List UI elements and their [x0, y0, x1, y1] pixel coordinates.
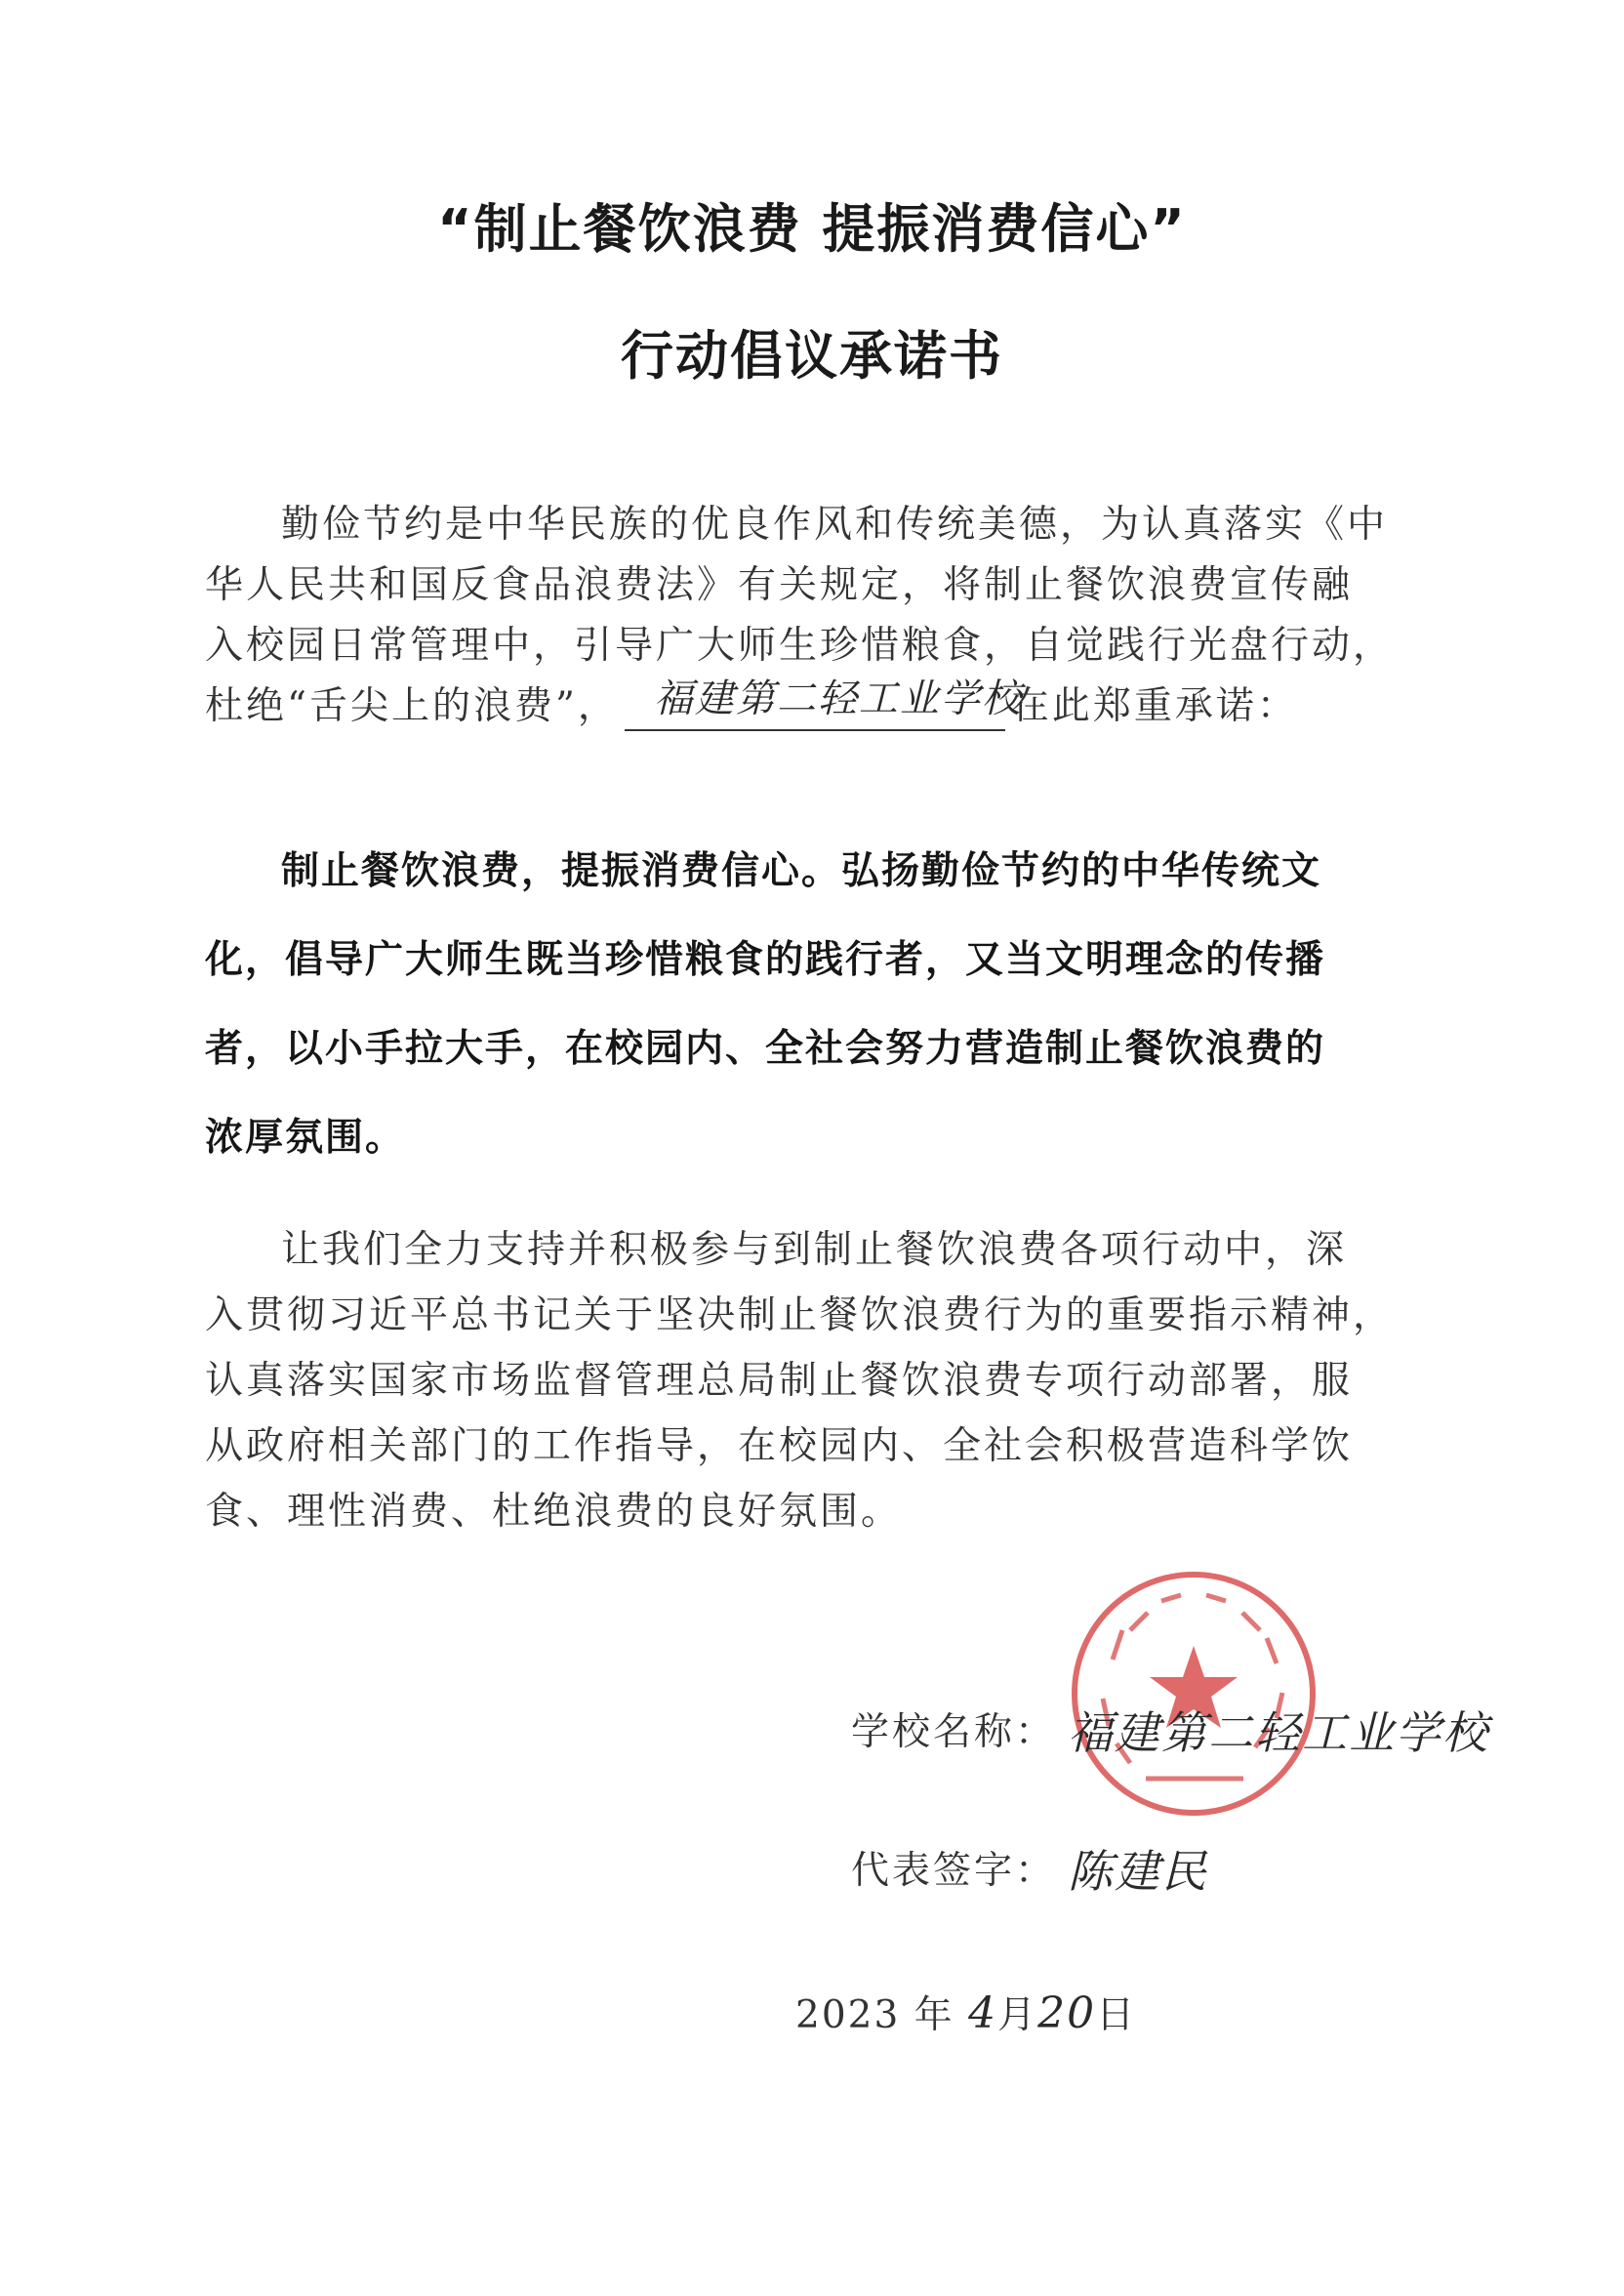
document-date: [795, 1980, 1136, 2048]
paragraph-text: 在此郑重承诺：: [1010, 684, 1298, 728]
handwritten-school-name-signature: 福建第二轻工业学校: [1068, 1706, 1490, 1759]
official-seal-stamp: [1052, 1562, 1335, 1825]
paragraph-line: 华人民共和国反食品浪费法》有关规定，将制止餐饮浪费宣传融: [205, 563, 1354, 607]
paragraph-line-with-blank: [205, 675, 1298, 739]
paragraph-line: 化，倡导广大师生既当珍惜粮食的践行者，又当文明理念的传播: [205, 938, 1326, 982]
date-day-unit: 日: [1096, 1993, 1137, 2037]
paragraph-line: 从政府相关部门的工作指导，在校园内、全社会积极营造科学饮: [205, 1424, 1354, 1468]
paragraph-line: 食、理性消费、杜绝浪费的良好氛围。: [205, 1490, 903, 1534]
paragraph-line: 者，以小手拉大手，在校园内、全社会努力营造制止餐饮浪费的: [205, 1027, 1326, 1071]
handwritten-school-name: 福建第二轻工业学校: [653, 676, 1023, 721]
paragraph-line: 认真落实国家市场监督管理总局制止餐饮浪费专项行动部署，服: [205, 1359, 1354, 1403]
handwritten-representative-signature: 陈建民: [1068, 1845, 1209, 1898]
paragraph-line: 浓厚氛围。: [205, 1116, 406, 1160]
representative-signature-row: [851, 1837, 1208, 1906]
representative-label: 代表签字：: [851, 1849, 1057, 1893]
school-name-blank: [625, 675, 1023, 731]
school-name-label: 学校名称：: [851, 1710, 1057, 1754]
school-name-row: [851, 1699, 1489, 1767]
document-title-line1: “制止餐饮浪费 提振消费信心”: [437, 198, 1187, 260]
paragraph-line: 制止餐饮浪费，提振消费信心。弘扬勤俭节约的中华传统文: [281, 849, 1322, 893]
date-month-unit: 月: [997, 1993, 1038, 2037]
document-title-line2: 行动倡议承诺书: [621, 325, 1003, 387]
date-year: 2023: [795, 1993, 901, 2037]
paragraph-text: 杜绝“舌尖上的浪费”，: [205, 684, 619, 728]
paragraph-line: 勤俭节约是中华民族的优良作风和传统美德，为认真落实《中: [281, 503, 1389, 547]
date-month: 4: [968, 1988, 998, 2038]
paragraph-line: 入贯彻习近平总书记关于坚决制止餐饮浪费行为的重要指示精神，: [205, 1293, 1395, 1337]
paragraph-line: 让我们全力支持并积极参与到制止餐饮浪费各项行动中，深: [281, 1228, 1348, 1272]
date-day: 20: [1037, 1988, 1097, 2038]
paragraph-line: 入校园日常管理中，引导广大师生珍惜粮食，自觉践行光盘行动，: [205, 624, 1395, 668]
date-year-unit: 年: [914, 1993, 954, 2037]
